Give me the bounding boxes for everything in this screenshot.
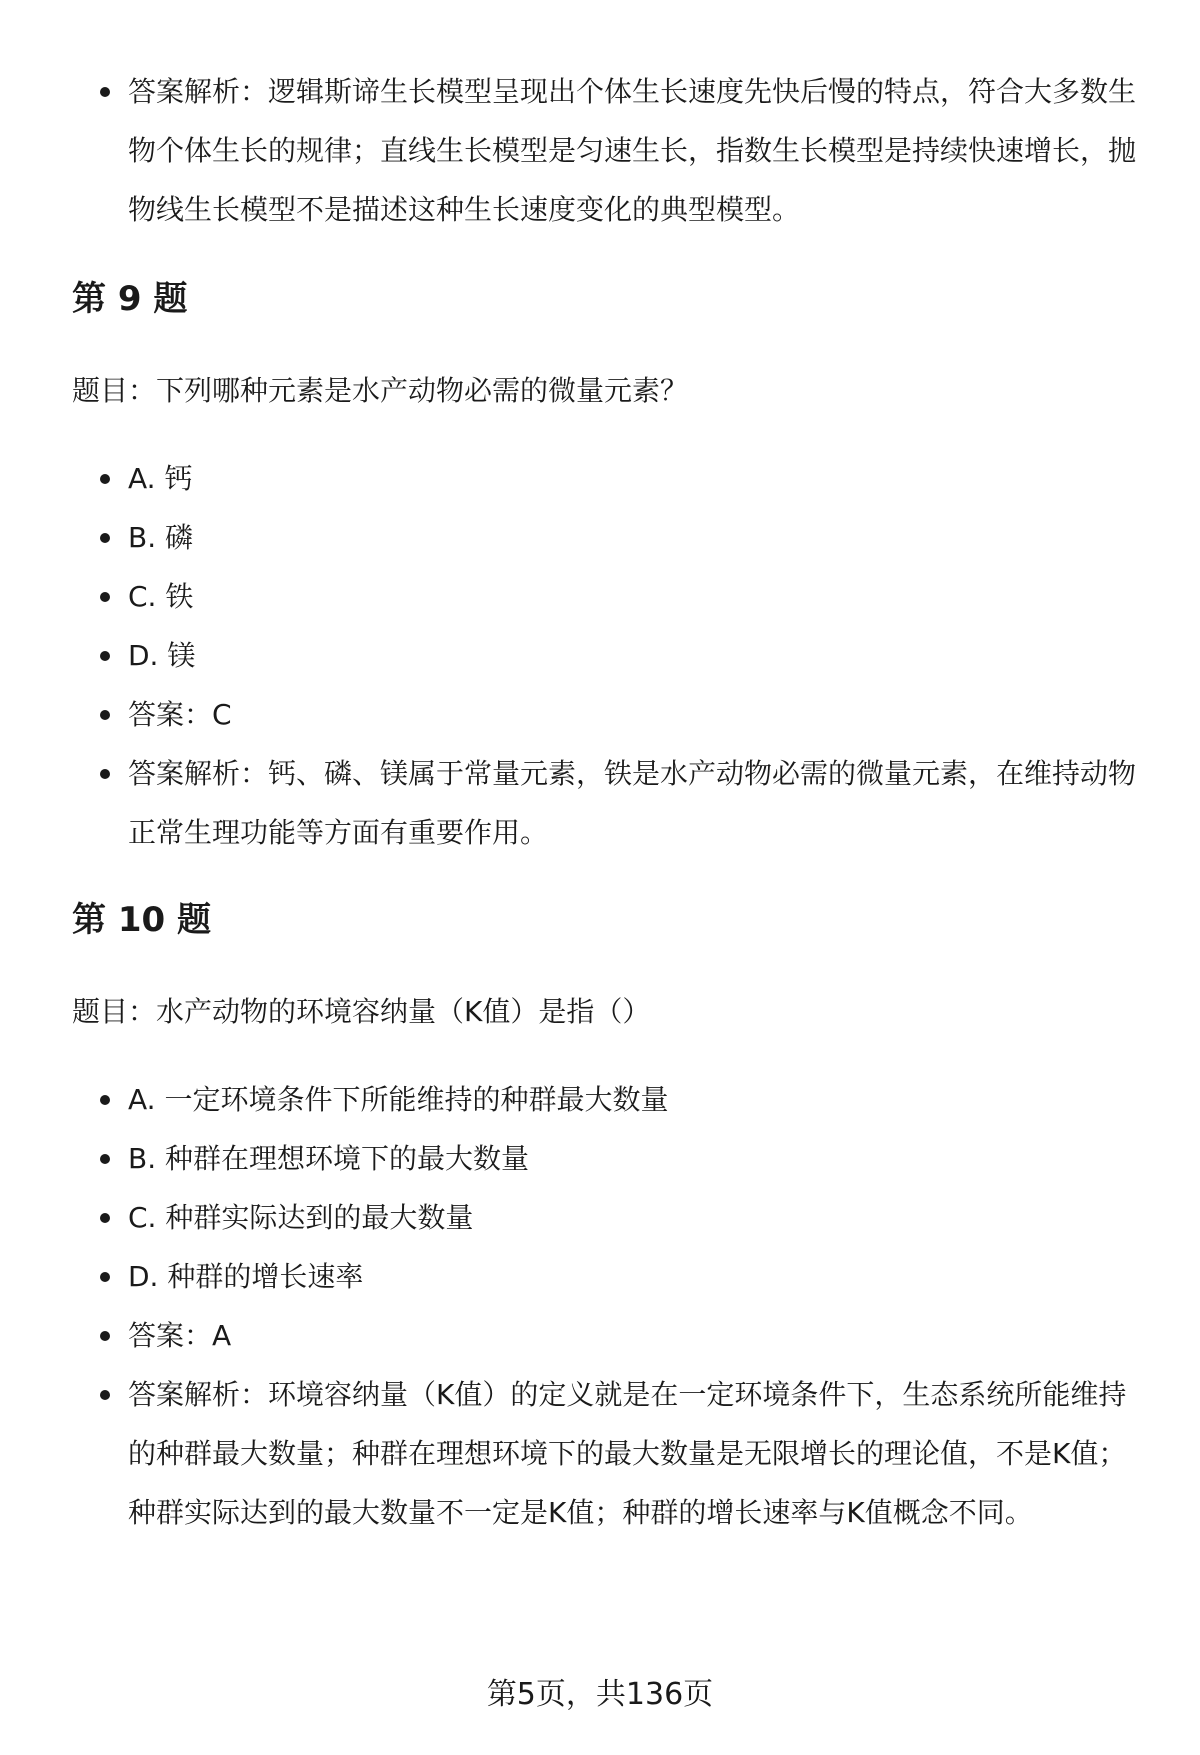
q9-option-c: C. 铁 [72, 567, 1152, 626]
prev-explanation: 答案解析：逻辑斯谛生长模型呈现出个体生长速度先快后慢的特点，符合大多数生物个体生长的规律；直线生长模型是匀速生长，指数生长模型是持续快速增长，抛物线生长模型不是描述这种生长速度变化的典型模型。 [72, 62, 1152, 239]
q9-explanation: 答案解析：钙、磷、镁属于常量元素，铁是水产动物必需的微量元素，在维持动物正常生理功能等方面有重要作用。 [72, 744, 1152, 862]
prev-question-list [72, 62, 1152, 239]
q9-heading: 第 9 题 [72, 279, 188, 319]
q10-answer: 答案：A [72, 1306, 1152, 1365]
q9-question: 题目：下列哪种元素是水产动物必需的微量元素？ [72, 374, 689, 407]
q10-option-d: D. 种群的增长速率 [72, 1247, 1152, 1306]
q9-option-b: B. 磷 [72, 508, 1152, 567]
q10-option-c: C. 种群实际达到的最大数量 [72, 1188, 1152, 1247]
q9-option-d: D. 镁 [72, 626, 1152, 685]
q9-option-a: A. 钙 [72, 449, 1152, 508]
q10-heading: 第 10 题 [72, 900, 211, 940]
q10-list [72, 1070, 1152, 1542]
q10-explanation: 答案解析：环境容纳量（K值）的定义就是在一定环境条件下，生态系统所能维持的种群最大数量；种群在理想环境下的最大数量是无限增长的理论值，不是K值；种群实际达到的最大数量不一定是K值；种群的增长速率与K值概念不同。 [72, 1365, 1152, 1542]
q10-option-b: B. 种群在理想环境下的最大数量 [72, 1129, 1152, 1188]
page-footer: 第5页，共136页 [486, 1677, 714, 1712]
q10-question: 题目：水产动物的环境容纳量（K值）是指（） [72, 995, 651, 1028]
page-content [72, 62, 1152, 1542]
q9-answer: 答案：C [72, 685, 1152, 744]
q9-list [72, 449, 1152, 862]
q10-option-a: A. 一定环境条件下所能维持的种群最大数量 [72, 1070, 1152, 1129]
